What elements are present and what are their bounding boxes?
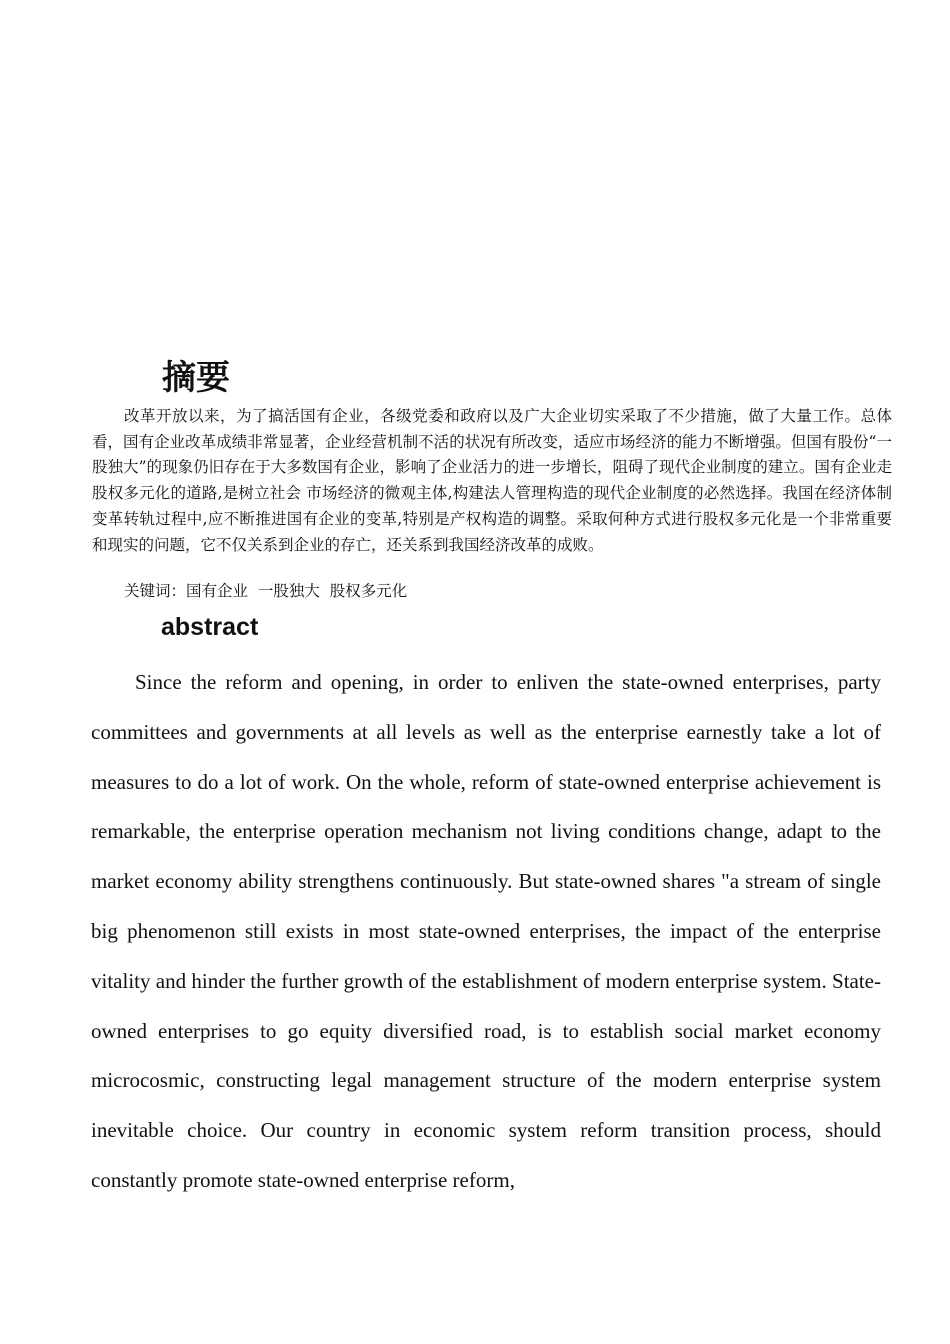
english-abstract-heading: abstract [161,613,259,641]
chinese-keywords: 关键词：国有企业 一股独大 股权多元化 [124,582,408,600]
chinese-abstract-body: 改革开放以来，为了搞活国有企业，各级党委和政府以及广大企业切实采取了不少措施，做了大量工作。总体看，国有企业改革成绩非常显著，企业经营机制不活的状况有所改变，适应市场经济的能力不断增强。但国有股份“一股独大”的现象仍旧存在于大多数国有企业，影响了企业活力的进一步增长，阻碍了现代企业制度的建立。国有企业走股权多元化的道路,是树立社会 市场经济的微观主体,构建法人管理构造的现代企业制度的必然选择。我国在经济体制变革转轨过程中,应不断推进国有企业的变革,特别是产权构造的调整。采取何种方式进行股权多元化是一个非常重要和现实的问题，它不仅关系到企业的存亡，还关系到我国经济改革的成败。 [92,407,892,554]
english-abstract-body: Since the reform and opening, in order to enliven the state-owned enterprises, party committees and governments at all levels as well as the enterprise earnestly take a lot of measures to do a lot of work. On the whole, reform of state-owned enterprise achievement is remarkable, the enterprise operation mechanism not living conditions change, adapt to the market economy ability strengthens continuously. But state-owned shares "a stream of single big phenomenon still exists in most state-owned enterprises, the impact of the enterprise vitality and hinder the further growth of the establishment of modern enterprise system. State-owned enterprises to go equity diversified road, is to establish social market economy microcosmic, constructing legal management structure of the modern enterprise system inevitable choice. Our country in economic system reform transition process, should constantly promote state-owned enterprise reform, [91,670,881,1192]
chinese-abstract-heading: 摘要 [162,358,230,398]
